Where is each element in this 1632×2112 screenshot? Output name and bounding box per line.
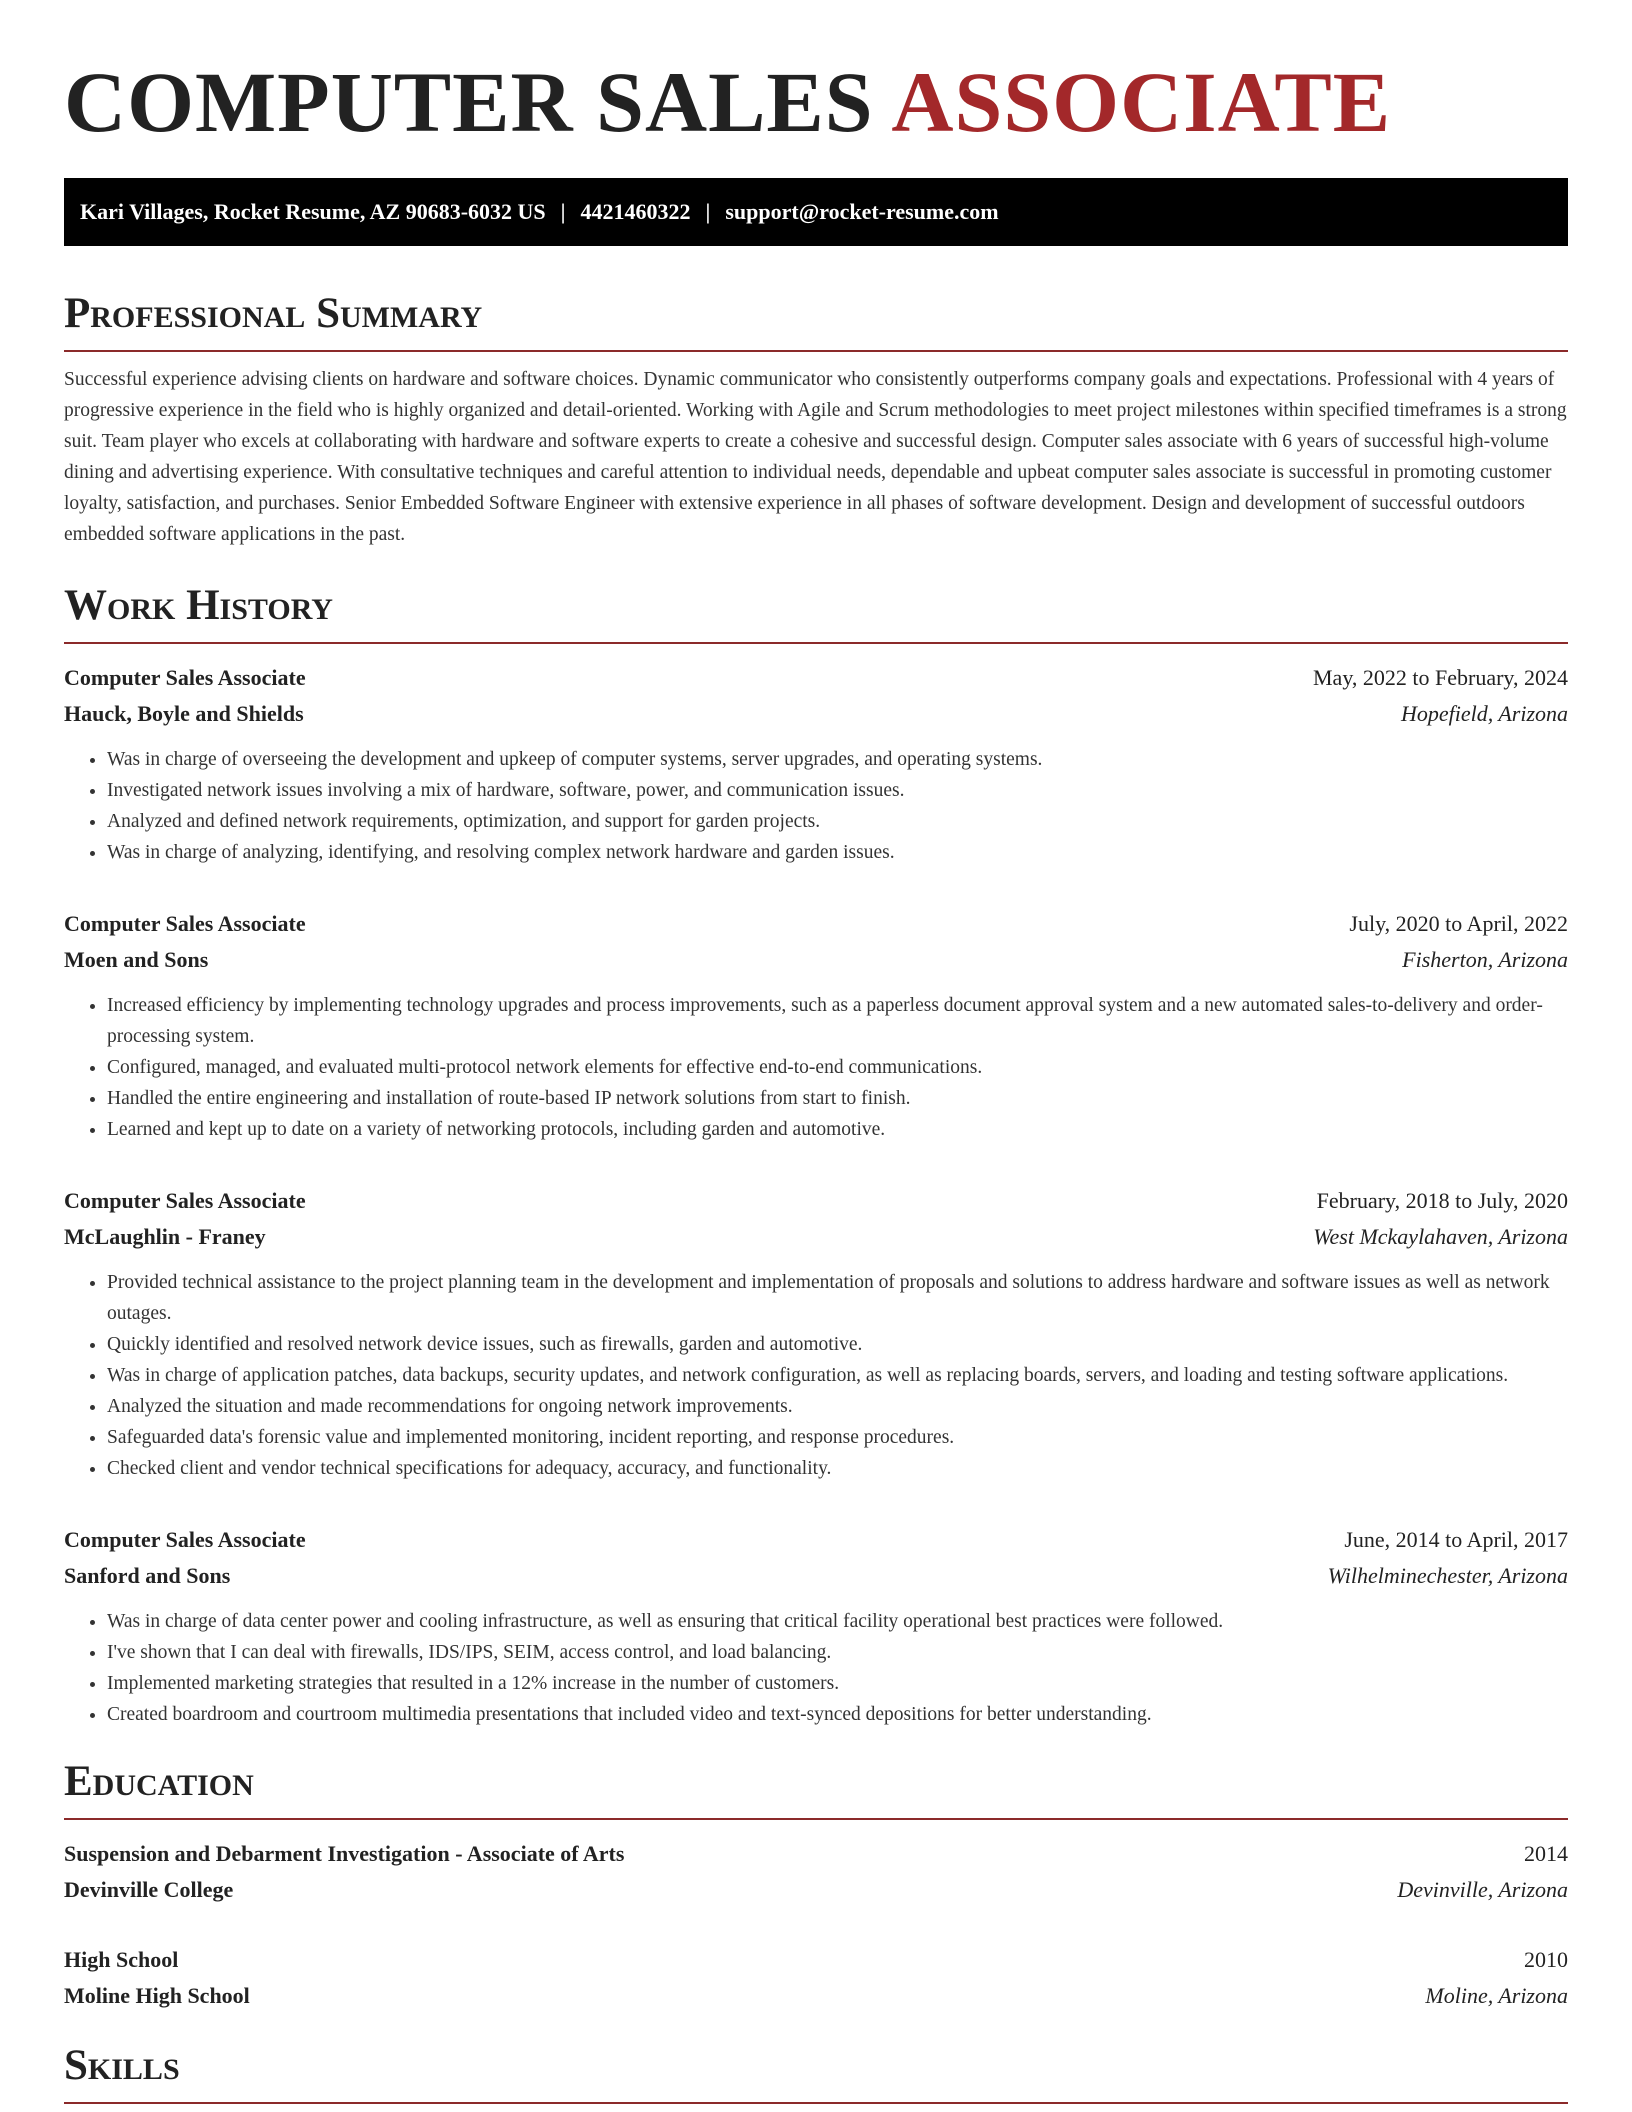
job-bullet: • Investigated network issues involving a mix of hardware, software, power, and communication issues. (107, 775, 1568, 806)
section-heading-summary: Professional Summary (64, 288, 1568, 352)
job-bullet: • Was in charge of overseeing the development and upkeep of computer systems, server upgrades, and operating systems. (107, 744, 1568, 775)
contact-address: Kari Villages, Rocket Resume, AZ 90683-6032 US (80, 199, 546, 224)
education-location: Devinville, Arizona (1397, 1877, 1568, 1902)
title-accent: ASSOCIATE (891, 54, 1392, 150)
job-bullet: • I've shown that I can deal with firewalls, IDS/IPS, SEIM, access control, and load balancing. (107, 1637, 1568, 1668)
job-bullet: • Provided technical assistance to the project planning team in the development and implementation of proposals and solutions to address hardware and software issues as well as network outages. (107, 1267, 1568, 1329)
education-location: Moline, Arizona (1425, 1983, 1568, 2008)
job-bullets (64, 1267, 1568, 1484)
education-year: 2014 (1524, 1841, 1568, 1866)
job-bullets (64, 990, 1568, 1145)
job-bullets (64, 744, 1568, 868)
job-entry (64, 1183, 1568, 1484)
education-entry (64, 1836, 1568, 1908)
education-school: Devinville College (64, 1877, 234, 1902)
job-bullet: • Created boardroom and courtroom multimedia presentations that included video and text-synced depositions for better understanding. (107, 1699, 1568, 1730)
job-bullets (64, 1606, 1568, 1730)
job-bullet: • Implemented marketing strategies that resulted in a 12% increase in the number of customers. (107, 1668, 1568, 1699)
job-company: Moen and Sons (64, 947, 209, 972)
contact-email[interactable]: support@rocket-resume.com (725, 199, 999, 224)
summary-paragraph: Successful experience advising clients on hardware and software choices. Dynamic communicator who consistently outperforms company goals and expectations. Professional with 4 years of progressive experience in the field who is highly organized and detail-oriented. Working with Agile and Scrum methodologies to meet project milestones within specified timeframes is a strong suit. Team player who excels at collaborating with hardware and software experts to create a cohesive and successful design. Computer sales associate with 6 years of successful high-volume dining and advertising experience. With consultative techniques and careful attention to individual needs, dependable and upbeat computer sales associate is successful in promoting customer loyalty, satisfaction, and purchases. Senior Embedded Software Engineer with extensive experience in all phases of software development. Design and development of successful outdoors embedded software applications in the past. (64, 369, 1567, 545)
education-entry (64, 1942, 1568, 2014)
job-dates: February, 2018 to July, 2020 (1316, 1188, 1568, 1213)
job-dates: June, 2014 to April, 2017 (1344, 1527, 1568, 1552)
job-bullet: • Checked client and vendor technical specifications for adequacy, accuracy, and functionality. (107, 1453, 1568, 1484)
education-school: Moline High School (64, 1983, 250, 2008)
job-title: Computer Sales Associate (64, 665, 306, 690)
job-location: Hopefield, Arizona (1400, 701, 1568, 726)
title-main: COMPUTER SALES (64, 54, 874, 150)
contact-phone: 4421460322 (580, 199, 691, 224)
contact-separator: | (705, 199, 711, 224)
education-year: 2010 (1524, 1947, 1568, 1972)
job-title: Computer Sales Associate (64, 1527, 306, 1552)
education-degree: Suspension and Debarment Investigation - Associate of Arts (64, 1841, 625, 1866)
section-heading-education: Education (64, 1756, 1568, 1820)
job-bullet: • Analyzed the situation and made recommendations for ongoing network improvements. (107, 1391, 1568, 1422)
job-company: McLaughlin - Franey (64, 1224, 266, 1249)
job-bullet: • Handled the entire engineering and installation of route-based IP network solutions from start to finish. (107, 1083, 1568, 1114)
job-bullet: • Analyzed and defined network requirements, optimization, and support for garden projects. (107, 806, 1568, 837)
section-heading-skills: Skills (64, 2040, 1568, 2104)
job-bullet: • Increased efficiency by implementing technology upgrades and process improvements, such as a paperless document approval system and a new automated sales-to-delivery and order-processing system. (107, 990, 1568, 1052)
contact-separator: | (560, 199, 566, 224)
job-bullet: • Quickly identified and resolved network device issues, such as firewalls, garden and automotive. (107, 1329, 1568, 1360)
resume-title (64, 0, 1568, 152)
job-dates: May, 2022 to February, 2024 (1313, 665, 1568, 690)
job-location: Wilhelminechester, Arizona (1327, 1563, 1568, 1588)
job-title: Computer Sales Associate (64, 1188, 306, 1213)
job-bullet: • Was in charge of application patches, data backups, security updates, and network configuration, as well as replacing boards, servers, and loading and testing software applications. (107, 1360, 1568, 1391)
job-bullet: • Safeguarded data's forensic value and implemented monitoring, incident reporting, and response procedures. (107, 1422, 1568, 1453)
job-location: West Mckaylahaven, Arizona (1313, 1224, 1568, 1249)
job-entry (64, 660, 1568, 868)
education-degree: High School (64, 1947, 179, 1972)
contact-bar (64, 178, 1568, 246)
job-location: Fisherton, Arizona (1402, 947, 1568, 972)
job-dates: July, 2020 to April, 2022 (1349, 911, 1568, 936)
job-bullet: • Learned and kept up to date on a variety of networking protocols, including garden and automotive. (107, 1114, 1568, 1145)
job-entry (64, 1522, 1568, 1730)
job-company: Sanford and Sons (64, 1563, 231, 1588)
job-company: Hauck, Boyle and Shields (64, 701, 304, 726)
job-bullet: • Was in charge of analyzing, identifying, and resolving complex network hardware and garden issues. (107, 837, 1568, 868)
job-bullet: • Configured, managed, and evaluated multi-protocol network elements for effective end-to-end communications. (107, 1052, 1568, 1083)
job-title: Computer Sales Associate (64, 911, 306, 936)
job-bullet: • Was in charge of data center power and cooling infrastructure, as well as ensuring that critical facility operational best practices were followed. (107, 1606, 1568, 1637)
section-heading-work-history: Work History (64, 580, 1568, 644)
job-entry (64, 906, 1568, 1145)
